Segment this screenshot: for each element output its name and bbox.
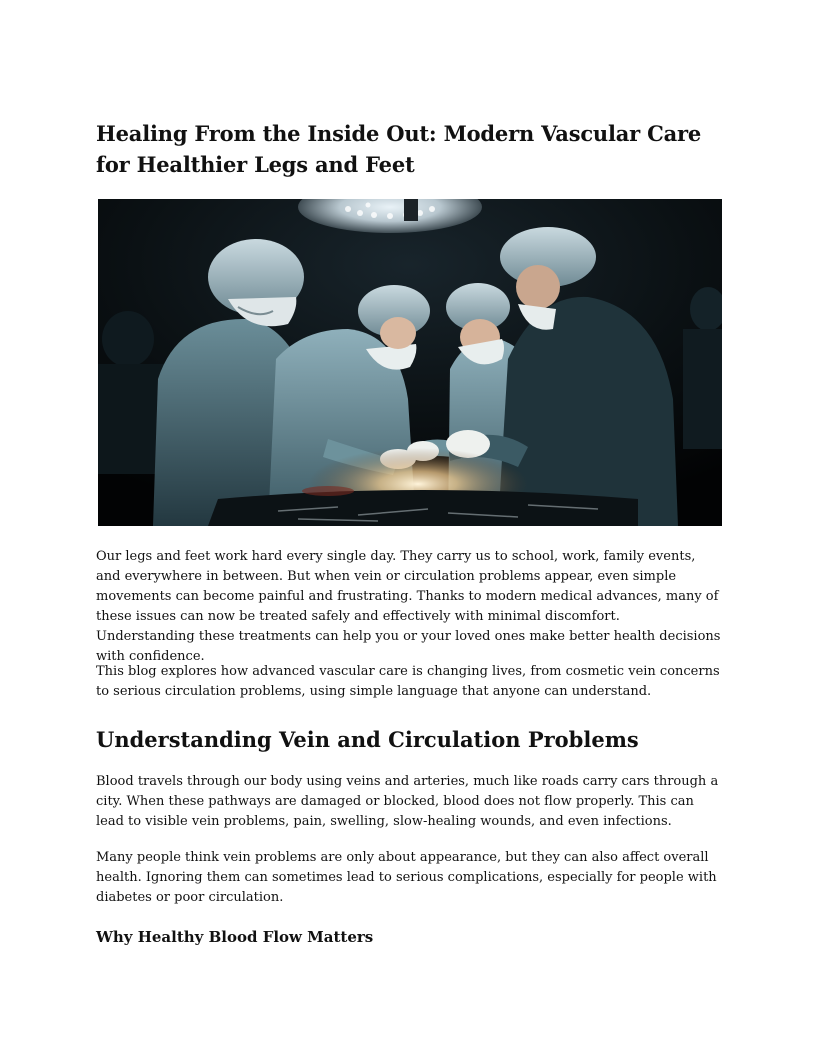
- blog-overview-paragraph: This blog explores how advanced vascular care is changing lives, from cosmetic vein concerns to serious circulation problems, using simple language that anyone can understand.: [96, 664, 720, 699]
- subsection-heading: Why Healthy Blood Flow Matters: [96, 928, 374, 946]
- blood-flow-paragraph: Blood travels through our body using veins and arteries, much like roads carry cars through a city. When these pathways are damaged or blocked, blood does not flow properly. This can lead to visible vein problems, pain, swelling, slow-healing wounds, and even infections.: [96, 774, 719, 829]
- section-heading: Understanding Vein and Circulation Problems: [96, 727, 639, 752]
- article-title: Healing From the Inside Out: Modern Vascular Care for Healthier Legs and Feet: [96, 121, 702, 177]
- intro-paragraph: Our legs and feet work hard every single day. They carry us to school, work, family events, and everywhere in between. But when vein or circulation problems appear, even simple movements can become painful and frustrating. Thanks to modern medical advances, many of these issues can now be treated safely and effectively with minimal discomfort. Understanding these treatments can help you or your loved ones make better health decisions with confidence.: [96, 549, 721, 664]
- vein-health-paragraph: Many people think vein problems are only about appearance, but they can also affect overall health. Ignoring them can sometimes lead to serious complications, especially for people with diabetes or poor circulation.: [96, 850, 717, 905]
- surgery-photo: [98, 199, 722, 526]
- surgery-illustration: [98, 199, 722, 526]
